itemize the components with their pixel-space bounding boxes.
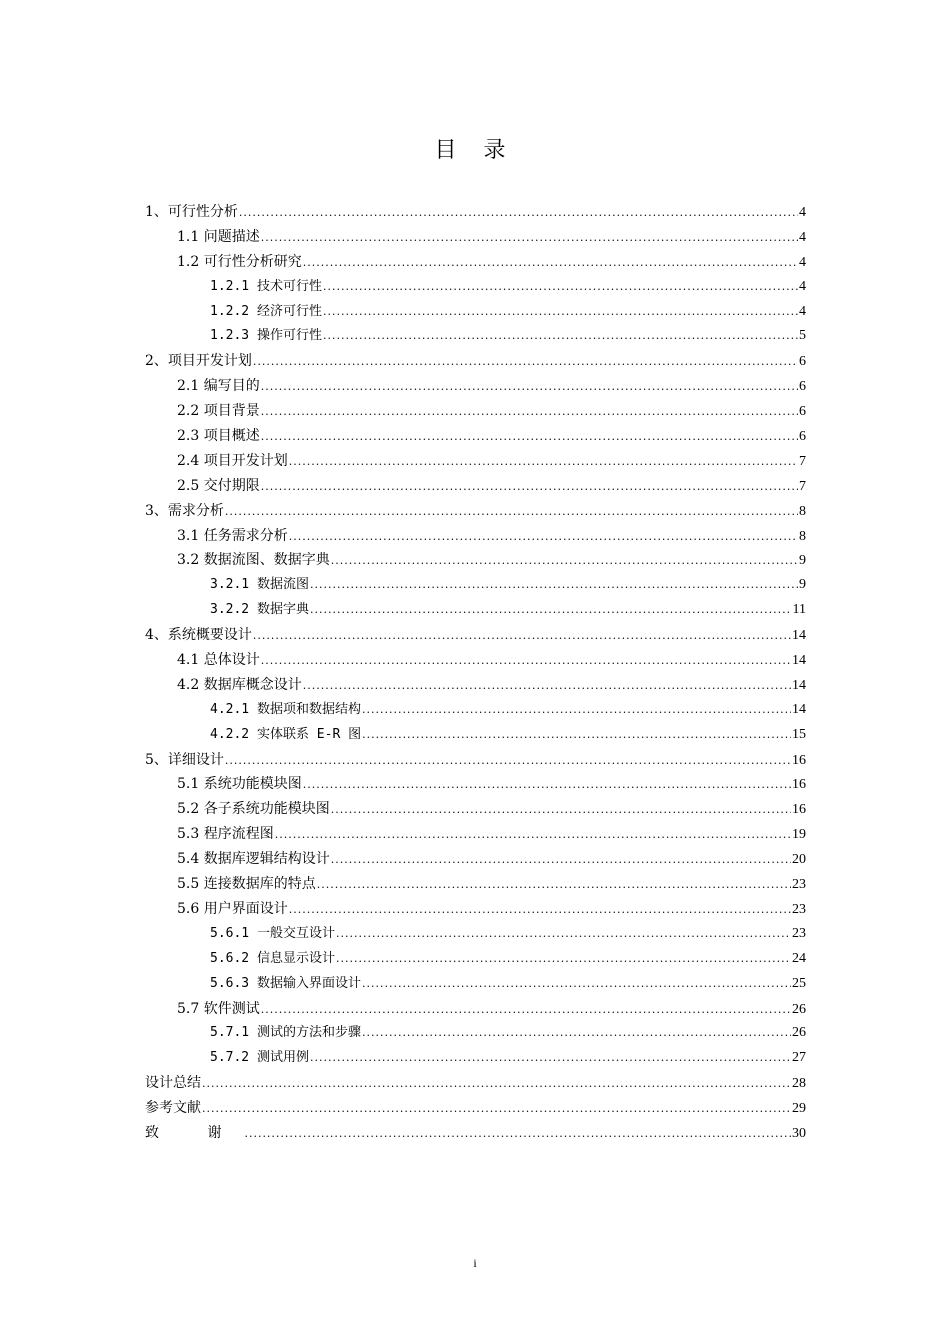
page-number: i — [473, 1256, 477, 1270]
toc-leader-dots — [275, 823, 791, 848]
toc-entry-label: 5.3 程序流程图 — [177, 826, 274, 843]
toc-entry[interactable] — [145, 847, 806, 872]
toc-entry[interactable] — [145, 1046, 806, 1071]
toc-entry-label: 致 谢 — [145, 1124, 244, 1141]
toc-entry[interactable] — [145, 424, 806, 449]
toc-entry-label: 5.7.2 测试用例 — [210, 1050, 309, 1066]
toc-entry-page: 19 — [792, 827, 806, 843]
toc-leader-dots — [253, 624, 791, 649]
toc-entry-page: 6 — [799, 429, 806, 445]
toc-entry[interactable] — [145, 872, 806, 897]
toc-leader-dots — [331, 549, 798, 574]
toc-leader-dots — [323, 324, 798, 349]
toc-entry-page: 16 — [792, 777, 806, 793]
toc-entry-label: 2.5 交付期限 — [177, 477, 260, 494]
toc-entry-label: 3.1 任务需求分析 — [177, 527, 288, 544]
toc-entry[interactable] — [145, 1021, 806, 1046]
toc-leader-dots — [289, 450, 798, 475]
toc-entry[interactable] — [145, 1121, 806, 1146]
toc-entry[interactable] — [145, 225, 806, 250]
toc-entry-label: 2.1 编写目的 — [177, 378, 260, 395]
toc-entry[interactable] — [145, 250, 806, 275]
toc-entry-label: 4.2.1 数据项和数据结构 — [210, 701, 361, 717]
toc-entry-label: 5、详细设计 — [145, 751, 224, 768]
toc-entry-page: 23 — [792, 925, 806, 941]
toc-entry-page: 30 — [792, 1125, 806, 1141]
toc-leader-dots — [317, 873, 791, 898]
toc-entry-page: 14 — [792, 653, 806, 669]
toc-leader-dots — [289, 898, 791, 923]
toc-leader-dots — [261, 998, 791, 1023]
toc-entry-label: 4.2.2 实体联系 E-R 图 — [210, 726, 362, 742]
toc-entry-label: 2、项目开发计划 — [145, 353, 252, 370]
toc-entry-page: 14 — [792, 677, 806, 693]
toc-entry[interactable] — [145, 797, 806, 822]
toc-entry-page: 4 — [799, 303, 806, 319]
toc-leader-dots — [362, 723, 791, 748]
toc-entry-label: 2.2 项目背景 — [177, 403, 260, 420]
toc-entry-page: 20 — [792, 852, 806, 868]
toc-entry-page: 26 — [792, 1001, 806, 1017]
toc-entry-page: 4 — [799, 205, 806, 220]
toc-entry[interactable] — [145, 374, 806, 399]
toc-entry[interactable] — [145, 623, 806, 648]
toc-entry[interactable] — [145, 772, 806, 797]
toc-leader-dots — [331, 848, 791, 873]
toc-leader-dots — [261, 425, 798, 450]
toc-entry[interactable] — [145, 449, 806, 474]
toc-leader-dots — [261, 375, 798, 400]
toc-entry-page: 27 — [792, 1050, 806, 1066]
toc-entry-page: 28 — [792, 1076, 806, 1092]
toc-entry[interactable] — [145, 698, 806, 723]
toc-entry[interactable] — [145, 598, 806, 623]
toc-entry-label: 5.5 连接数据库的特点 — [177, 876, 316, 893]
toc-leader-dots — [225, 749, 791, 774]
toc-entry-label: 1.2.1 技术可行性 — [210, 278, 322, 294]
page-title: 目 录 — [434, 138, 516, 163]
toc-entry[interactable] — [145, 723, 806, 748]
toc-leader-dots — [336, 922, 791, 947]
toc-entry[interactable] — [145, 648, 806, 673]
toc-entry-label: 3.2.2 数据字典 — [210, 602, 309, 618]
toc-entry-label: 1.2.3 操作可行性 — [210, 328, 322, 344]
toc-entry[interactable] — [145, 922, 806, 947]
toc-entry-page: 9 — [799, 553, 806, 569]
toc-entry-label: 5.4 数据库逻辑结构设计 — [177, 851, 330, 868]
toc-leader-dots — [323, 275, 798, 300]
toc-leader-dots — [244, 1122, 791, 1147]
toc-leader-dots — [310, 1046, 791, 1071]
toc-leader-dots — [310, 598, 792, 623]
toc-entry-page: 9 — [799, 577, 806, 593]
toc-leader-dots — [253, 350, 798, 375]
toc-entry-page: 6 — [799, 404, 806, 420]
toc-entry-page: 23 — [792, 877, 806, 893]
toc-leader-dots — [261, 475, 798, 500]
toc-entry-page: 4 — [799, 278, 806, 294]
toc-leader-dots — [310, 573, 798, 598]
toc-leader-dots — [336, 947, 791, 972]
toc-leader-dots — [362, 698, 791, 723]
toc-entry[interactable] — [145, 748, 806, 773]
toc-leader-dots — [303, 674, 791, 699]
toc-entry-page: 23 — [792, 901, 806, 917]
toc-entry-label: 3.2.1 数据流图 — [210, 577, 309, 593]
toc-leader-dots — [289, 525, 798, 550]
toc-entry-label: 5.6.2 信息显示设计 — [210, 950, 335, 966]
toc-entry-label: 5.1 系统功能模块图 — [177, 776, 302, 793]
toc-entry-label: 4.2 数据库概念设计 — [177, 676, 302, 693]
toc-entry[interactable] — [145, 897, 806, 922]
toc-entry-page: 15 — [792, 726, 806, 742]
toc-leader-dots — [261, 649, 791, 674]
toc-entry[interactable] — [145, 499, 806, 524]
toc-entry[interactable] — [145, 200, 806, 225]
toc-leader-dots — [261, 226, 798, 251]
toc-entry-label: 5.7.1 测试的方法和步骤 — [210, 1025, 361, 1041]
toc-leader-dots — [362, 972, 791, 997]
toc-leader-dots — [202, 1072, 791, 1097]
toc-entry[interactable] — [145, 524, 806, 549]
toc-leader-dots — [261, 400, 798, 425]
toc-entry[interactable] — [145, 573, 806, 598]
toc-entry[interactable] — [145, 1071, 806, 1096]
toc-entry[interactable] — [145, 474, 806, 499]
toc-entry-label: 5.6.3 数据输入界面设计 — [210, 975, 361, 991]
toc-entry-page: 7 — [799, 453, 806, 469]
toc-entry-label: 5.7 软件测试 — [177, 1000, 260, 1017]
toc-entry-page: 8 — [799, 528, 806, 544]
toc-entry-label: 1.1 问题描述 — [177, 228, 260, 245]
toc-leader-dots — [303, 251, 798, 276]
toc-entry-page: 6 — [799, 354, 806, 370]
toc-entry-label: 2.4 项目开发计划 — [177, 452, 288, 469]
toc-entry[interactable] — [145, 300, 806, 325]
toc-entry[interactable] — [145, 275, 806, 300]
toc-entry-page: 16 — [792, 752, 806, 768]
toc-entry-page: 6 — [799, 379, 806, 395]
toc-entry[interactable] — [145, 324, 806, 349]
toc-entry-label: 参考文献 — [145, 1100, 201, 1117]
toc-entry[interactable] — [145, 1096, 806, 1121]
toc-entry-label: 5.6 用户界面设计 — [177, 900, 288, 917]
toc-entry-label: 3.2 数据流图、数据字典 — [177, 552, 330, 569]
toc-entry-page: 26 — [792, 1025, 806, 1041]
toc-leader-dots — [303, 773, 791, 798]
toc-entry-label: 设计总结 — [145, 1075, 201, 1092]
toc-entry[interactable] — [145, 349, 806, 374]
toc-entry-page: 16 — [792, 802, 806, 818]
toc-entry-page: 5 — [799, 328, 806, 344]
toc-entry-label: 3、需求分析 — [145, 502, 224, 519]
toc-leader-dots — [323, 300, 798, 325]
toc-entry[interactable] — [145, 947, 806, 972]
toc-entry-page: 14 — [792, 701, 806, 717]
toc-entry-label: 1.2.2 经济可行性 — [210, 303, 322, 319]
toc-entry[interactable] — [145, 822, 806, 847]
toc-entry-page: 8 — [799, 503, 806, 519]
toc-leader-dots — [225, 500, 798, 525]
toc-leader-dots — [331, 798, 791, 823]
toc-entry-label: 1.2 可行性分析研究 — [177, 253, 302, 270]
table-of-contents — [145, 200, 806, 1146]
toc-entry[interactable] — [145, 399, 806, 424]
toc-entry[interactable] — [145, 997, 806, 1022]
toc-entry-page: 25 — [792, 975, 806, 991]
toc-entry-page: 11 — [792, 602, 806, 618]
toc-entry-label: 5.6.1 一般交互设计 — [210, 925, 335, 941]
toc-entry-label: 2.3 项目概述 — [177, 428, 260, 445]
toc-leader-dots — [239, 201, 798, 226]
toc-entry[interactable] — [145, 673, 806, 698]
toc-entry[interactable] — [145, 972, 806, 997]
toc-entry-label: 4、系统概要设计 — [145, 627, 252, 644]
toc-leader-dots — [362, 1021, 791, 1046]
toc-entry-page: 29 — [792, 1101, 806, 1117]
toc-entry-label: 1、可行性分析 — [145, 204, 238, 220]
toc-entry-page: 7 — [799, 478, 806, 494]
toc-leader-dots — [202, 1097, 791, 1122]
toc-entry-label: 4.1 总体设计 — [177, 652, 260, 669]
toc-entry-page: 24 — [792, 950, 806, 966]
toc-entry-page: 14 — [792, 628, 806, 644]
toc-entry-page: 4 — [799, 229, 806, 245]
toc-entry[interactable] — [145, 548, 806, 573]
toc-entry-label: 5.2 各子系统功能模块图 — [177, 801, 330, 818]
toc-entry-page: 4 — [799, 254, 806, 270]
